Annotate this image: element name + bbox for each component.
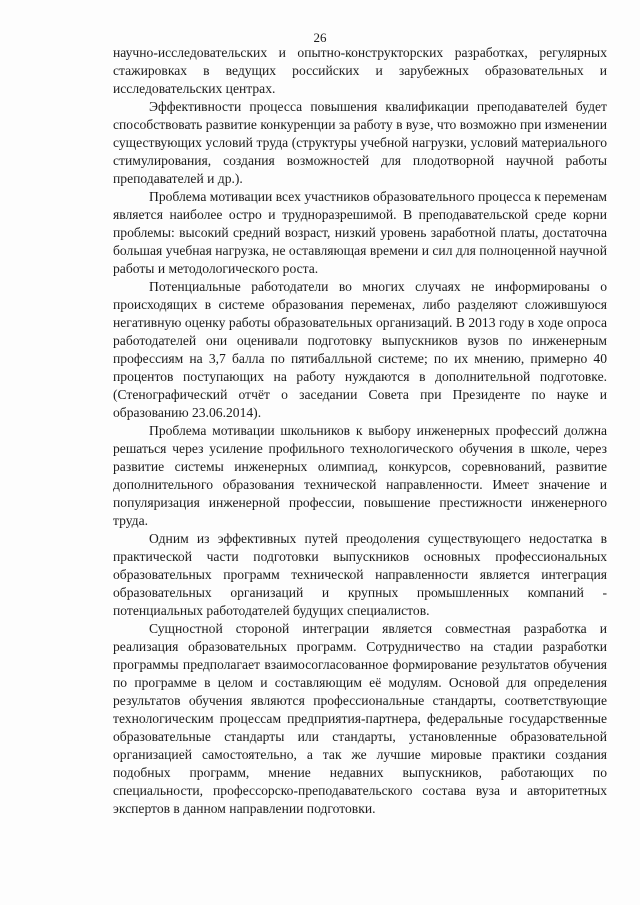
paragraph: Проблема мотивации всех участников образовательного процесса к переменам является наиболее остро и трудноразрешимой. В преподавательской среде корни проблемы: высокий средний возраст, низкий уровень заработной платы, достаточна большая учебная нагрузка, не оставляющая времени и сил для полноценной научной работы и методологического роста. — [113, 189, 607, 276]
paragraph: Проблема мотивации школьников к выбору инженерных профессий должна решаться через усиление профильного технологического обучения в школе, через развитие системы инженерных олимпиад, конкурсов, соревнований, развитие дополнительного образования технической направленности. Имеет значение и популяризация инженерной профессии, повышение престижности инженерного труда. — [113, 423, 607, 528]
paragraph: Сущностной стороной интеграции является совместная разработка и реализация образовательных программ. Сотрудничество на стадии разработки программы предполагает взаимосогласованное формирование результатов обучения по программе в целом и составляющим её модулям. Основой для определения результатов обучения являются профессиональные стандарты, соответствующие технологическим процессам предприятия-партнера, федеральные государственные образовательные стандарты или стандарты, установленные образовательной организацией самостоятельно, а так же лучшие мировые практики создания подобных программ, мнение недавних выпускников, работающих по специальности, профессорско-преподавательского состава вуза и авторитетных экспертов в данном направлении подготовки. — [113, 621, 607, 816]
page-number: 26 — [313, 30, 327, 45]
body-text — [113, 44, 607, 818]
paragraph: научно-исследовательских и опытно-конструкторских разработках, регулярных стажировках в ведущих российских и зарубежных образовательных и исследовательских центрах. — [113, 45, 607, 96]
paragraph: Потенциальные работодатели во многих случаях не информированы о происходящих в системе образования переменах, либо разделяют сложившуюся негативную оценку работы образовательных организаций. В 2013 году в ходе опроса работодателей они оценивали подготовку выпускников вузов по инженерным профессиям на 3,7 балла по пятибалльной системе; по их мнению, примерно 40 процентов поступающих на работу нуждаются в дополнительной подготовке. (Стенографический отчёт о заседании Совета при Президенте по науке и образованию 23.06.2014). — [113, 279, 607, 420]
paragraph: Одним из эффективных путей преодоления существующего недостатка в практической части подготовки выпускников основных профессиональных образовательных программ технической направленности является интеграция образовательных организаций и крупных промышленных компаний - потенциальных работодателей будущих специалистов. — [113, 531, 607, 618]
paragraph: Эффективности процесса повышения квалификации преподавателей будет способствовать развитие конкуренции за работу в вузе, что возможно при изменении существующих условий труда (структуры учебной нагрузки, условий материального стимулирования, создания возможностей для плодотворной научной работы преподавателей и др.). — [113, 99, 607, 186]
